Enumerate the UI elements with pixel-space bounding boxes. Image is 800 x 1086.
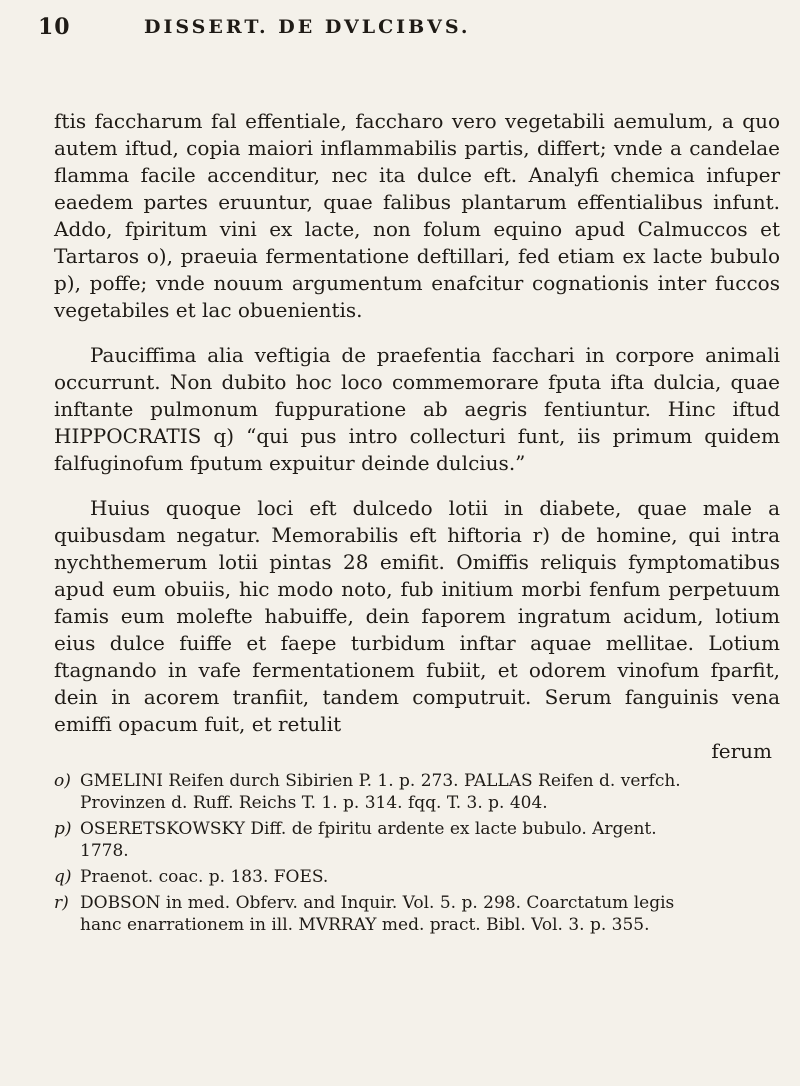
footnote-mark: o) [54,771,71,791]
paragraph-3: Huius quoque loci eft dulcedo lotii in diabete, quae male a quibusdam negatur. Memorabilis eft hiftoria r) de homine, qui intra nychthemerum lotii pintas 28 emifit. Omiffis reliquis fymptomatibus apud eum obuiis, hic modo noto, fub initium morbi fenfum perpetuum famis eum molefte habuiffe, dein faporem ingratum acidum, lotium eius dulce fuiffe et faepe turbidum inftar aquae mellitae. Lotium ftagnando in vafe fermentationem fubiit, et odorem vinofum fparfit, dein in acorem tranfiit, tandem computruit. Serum fanguinis vena emiffi opacum fuit, et retulit [54,496,780,736]
main-text [54,108,780,765]
page-header [38,14,760,54]
footnote-mark: r) [54,893,69,913]
page-number: 10 [38,14,71,40]
footnote-mark: q) [54,867,72,887]
footnote-text: OSERETSKOWSKY Diff. de fpiritu ardente ex lacte bubulo. Argent. [80,819,657,839]
catchword: ferum [711,739,772,763]
footnote-text: DOBSON in med. Obferv. and Inquir. Vol. 5. p. 298. Coarctatum legis [80,893,675,913]
footnote-continuation: 1778. [80,841,129,861]
paragraph-2: Pauciffima alia veftigia de praefentia facchari in corpore animali occurrunt. Non dubito hoc loco commemorare fputa ifta dulcia, quae inftante pulmonum fuppuratione ab aegris fentiuntur. Hinc iftud HIPPOCRATIS q) “qui pus intro collecturi funt, iis primum quidem falfuginofum fputum expuitur deinde dulcius.” [54,343,780,475]
footnote-mark: p) [54,819,72,839]
paragraph-1: ftis faccharum fal effentiale, faccharo vero vegetabili aemulum, a quo autem iftud, copia maiori inflammabilis partis, differt; vnde a candelae flamma facile accenditur, nec ita dulce eft. Analyfi chemica infuper eaedem partes eruuntur, quae falibus plantarum effentialibus infunt. Addo, fpiritum vini ex lacte, non folum equino apud Calmuccos et Tartaros o), praeuia fermentatione deftillari, fed etiam ex lacte bubulo p), poffe; vnde nouum argumentum enafcitur cognationis inter fuccos vegetabiles et lac obuenientis. [54,109,780,322]
footnote-o [54,770,780,814]
footnote-p [54,818,780,862]
footnotes [54,770,780,940]
footnote-continuation: hanc enarrationem in ill. MVRRAY med. pract. Bibl. Vol. 3. p. 355. [80,915,650,935]
footnote-text: GMELINI Reifen durch Sibirien P. 1. p. 273. PALLAS Reifen d. verfch. [80,771,681,791]
footnote-text: Praenot. coac. p. 183. FOES. [80,867,329,887]
footnote-r [54,892,780,936]
footnote-q [54,866,780,888]
footnote-continuation: Provinzen d. Ruff. Reichs T. 1. p. 314. fqq. T. 3. p. 404. [80,793,548,813]
running-title: DISSERT. DE DVLCIBVS. [144,16,471,38]
